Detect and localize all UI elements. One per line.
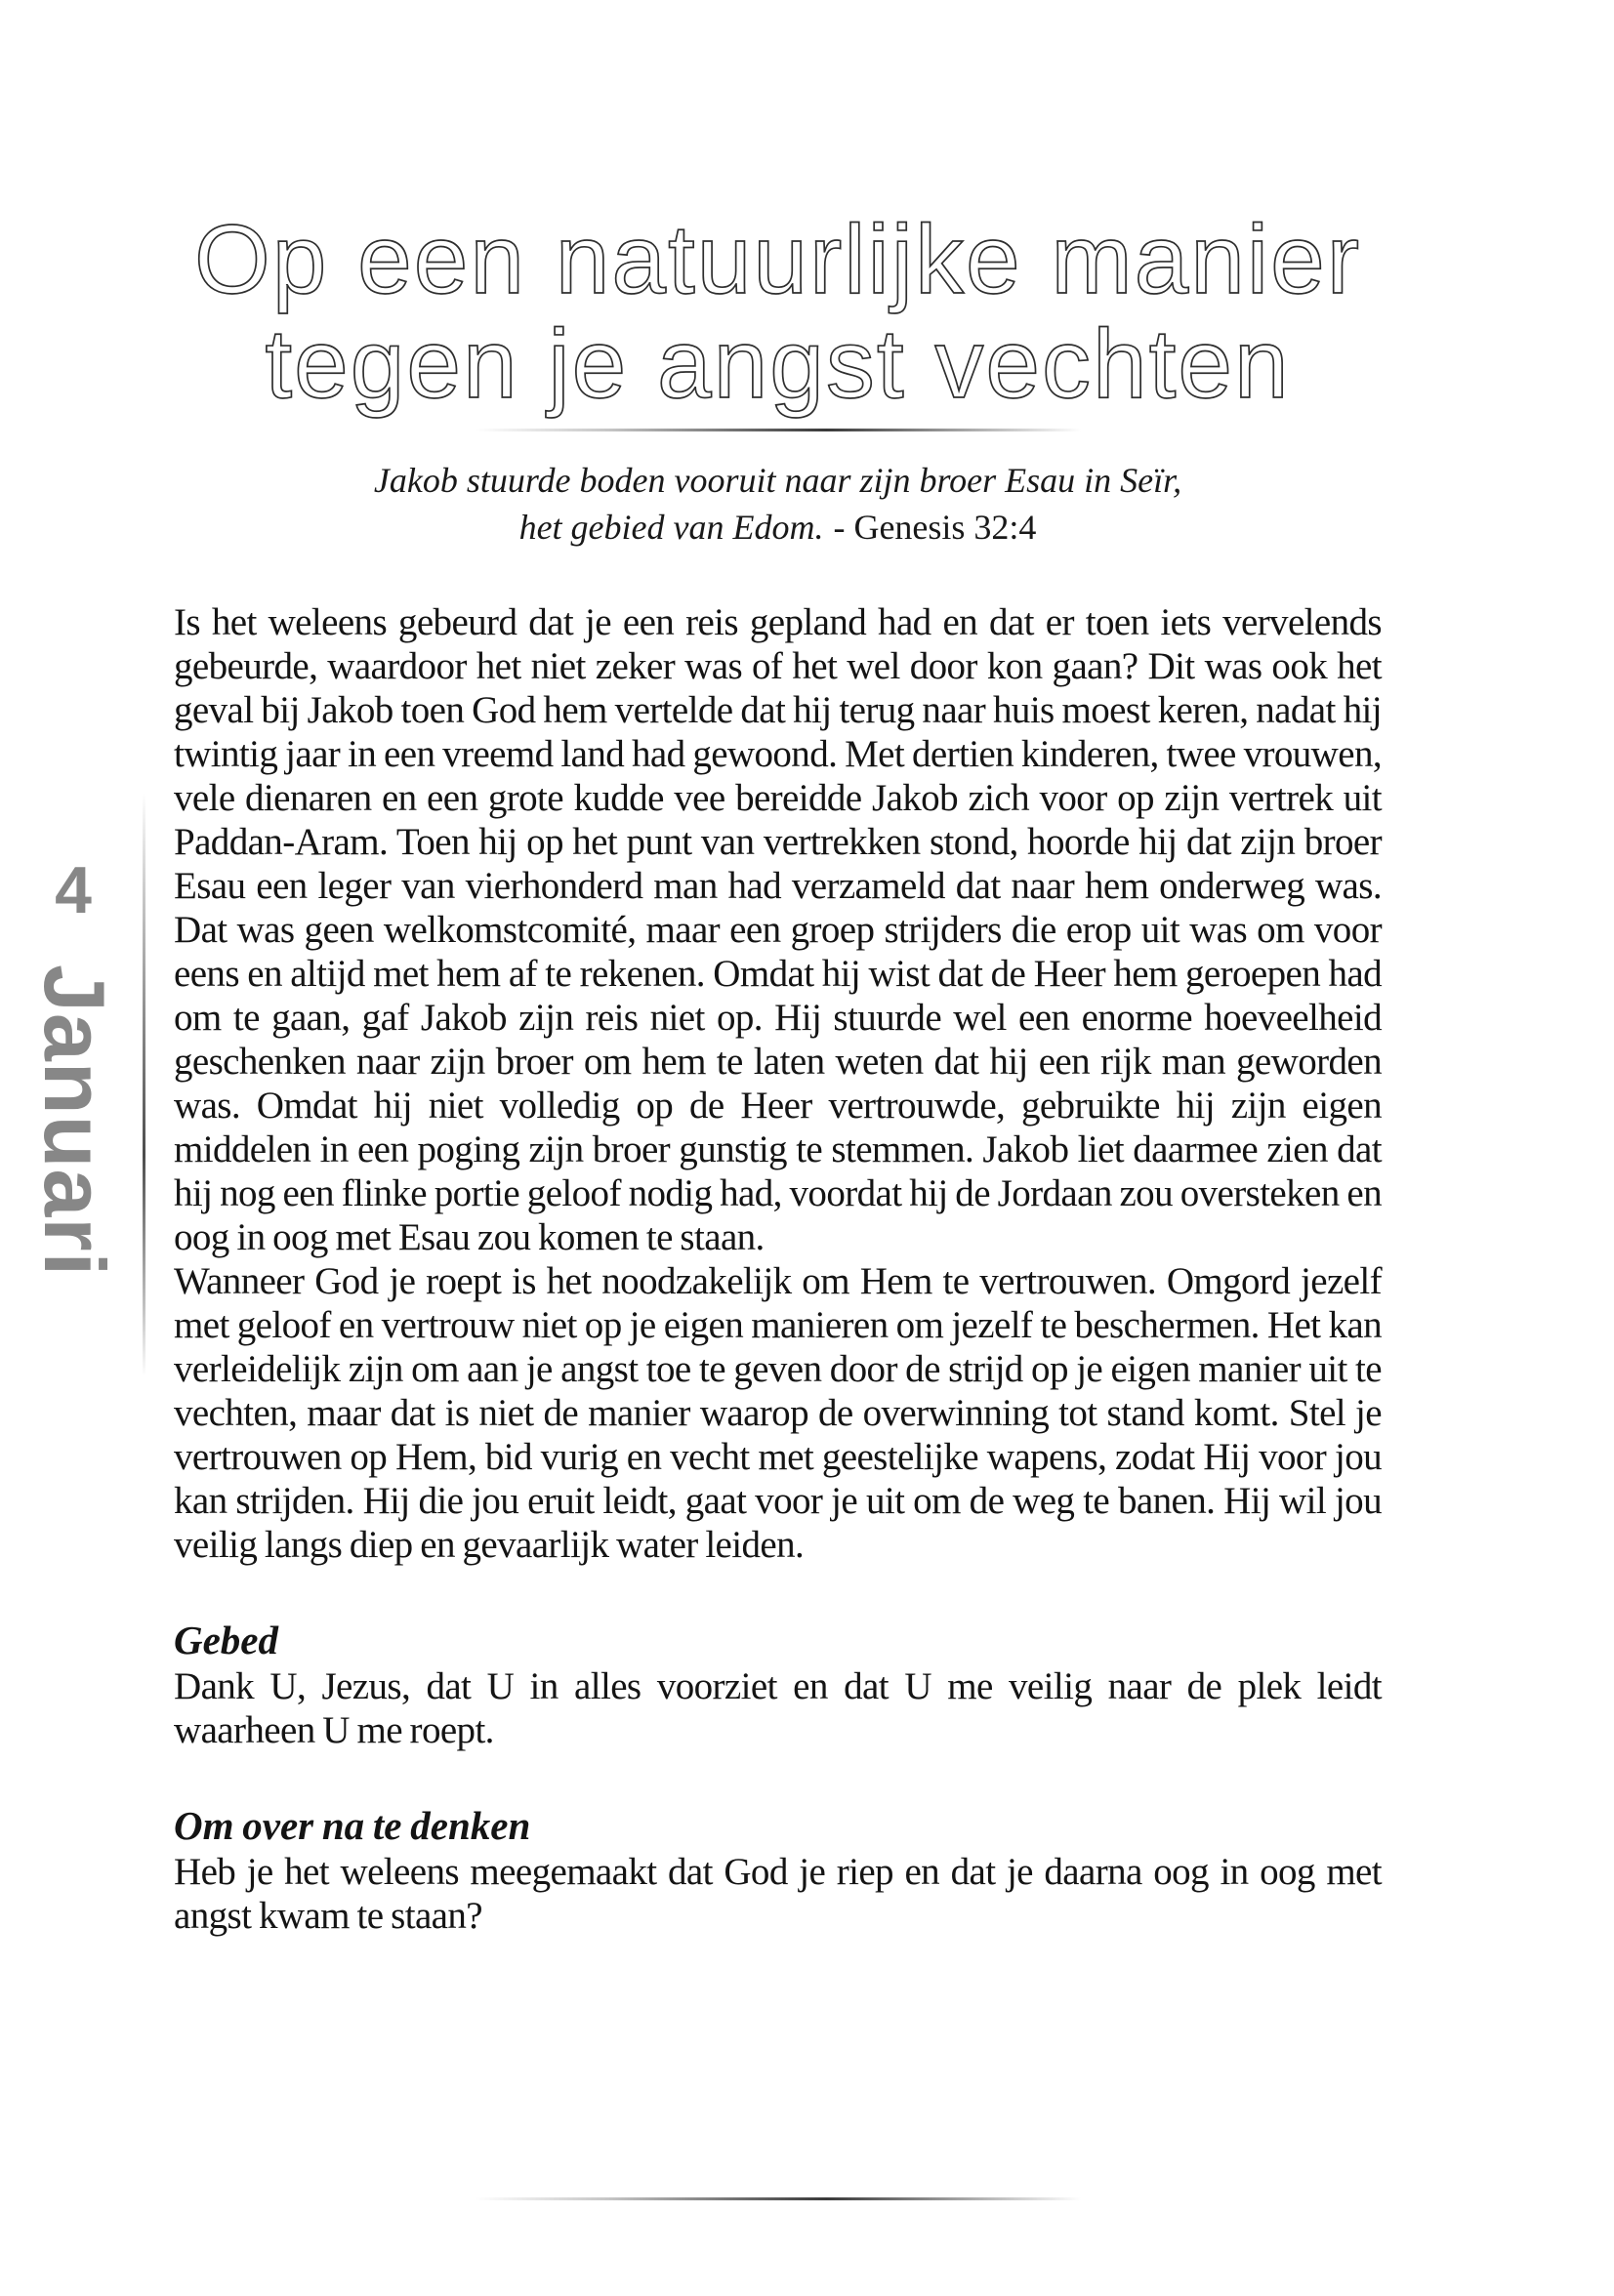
reflection-text: Heb je het weleens meegemaakt dat God je riep en dat je daarna oog in oog met angst kwam te staan? xyxy=(174,1851,1382,1937)
verse-line-2 xyxy=(174,504,1382,551)
reflection-section xyxy=(174,1801,1382,1938)
devotional-body xyxy=(174,600,1382,1938)
month-label-rotated: Januari xyxy=(26,964,123,1278)
page-title-line-2: tegen je angst vechten xyxy=(265,309,1291,419)
body-paragraph-2: Wanneer God je roept is het noodzakelijk om Hem te vertrouwen. Omgord jezelf met geloof en vertrouw niet op je eigen manieren om jezelf te beschermen. Het kan verleidelijk zijn om aan je angst toe te geven door de strijd op je eigen manier uit te vechten, maar dat is niet de manier waarop de overwinning tot stand komt. Stel je vertrouwen op Hem, bid vurig en vecht met geestelijke wapens, zodat Hij voor jou kan strijden. Hij die jou eruit leidt, gaat voor je uit om de weg te banen. Hij wil jou veilig langs diep en gevaarlijk water leiden. xyxy=(174,1260,1382,1566)
body-paragraph-1: Is het weleens gebeurd dat je een reis gepland had en dat er toen iets vervelends gebeurde, waardoor het niet zeker was of het wel door kon gaan? Dit was ook het geval bij Jakob toen God hem vertelde dat hij terug naar huis moest keren, nadat hij twintig jaar in een vreemd land had gewoond. Met dertien kinderen, twee vrouwen, vele dienaren en een grote kudde vee bereidde Jakob zich voor op zijn vertrek uit Paddan-Aram. Toen hij op het punt van vertrekken stond, hoorde hij dat zijn broer Esau een leger van vierhonderd man had verzameld dat naar hem onderweg was. Dat was geen welkomstcomité, maar een groep strijders die erop uit was om voor eens en altijd met hem af te rekenen. Omdat hij wist dat de Heer hem geroepen had om te gaan, gaf Jakob zijn reis niet op. Hij stuurde wel een enorme hoeveelheid geschenken naar zijn broer om hem te laten weten dat hij een rijk man geworden was. Omdat hij niet volledig op de Heer vertrouwde, gebruikte hij zijn eigen middelen in een poging zijn broer gunstig te stemmen. Jakob liet daarmee zien dat hij nog een flinke portie geloof nodig had, voordat hij de Jordaan zou oversteken en oog in oog met Esau zou komen te staan. xyxy=(174,601,1382,1258)
footer-divider-rule xyxy=(476,2197,1081,2200)
verse-block xyxy=(174,457,1382,551)
prayer-text: Dank U, Jezus, dat U in alles voorziet en dat U me veilig naar de plek leidt waarheen U me roept. xyxy=(174,1665,1382,1751)
margin-vertical-rule xyxy=(143,793,145,1376)
reflection-heading: Om over na te denken xyxy=(174,1803,531,1848)
prayer-heading: Gebed xyxy=(174,1618,279,1662)
verse-reference: - Genesis 32:4 xyxy=(833,508,1037,547)
verse-quote: het gebied van Edom. xyxy=(518,508,824,547)
prayer-section xyxy=(174,1616,1382,1752)
title-divider-rule xyxy=(476,429,1081,431)
page-title-line-1: Op een natuurlijke manier xyxy=(193,205,1362,314)
verse-line-1: Jakob stuurde boden vooruit naar zijn broer Esau in Seïr, xyxy=(373,461,1182,500)
page-title xyxy=(174,205,1382,419)
day-number-label: 4 xyxy=(55,853,92,927)
